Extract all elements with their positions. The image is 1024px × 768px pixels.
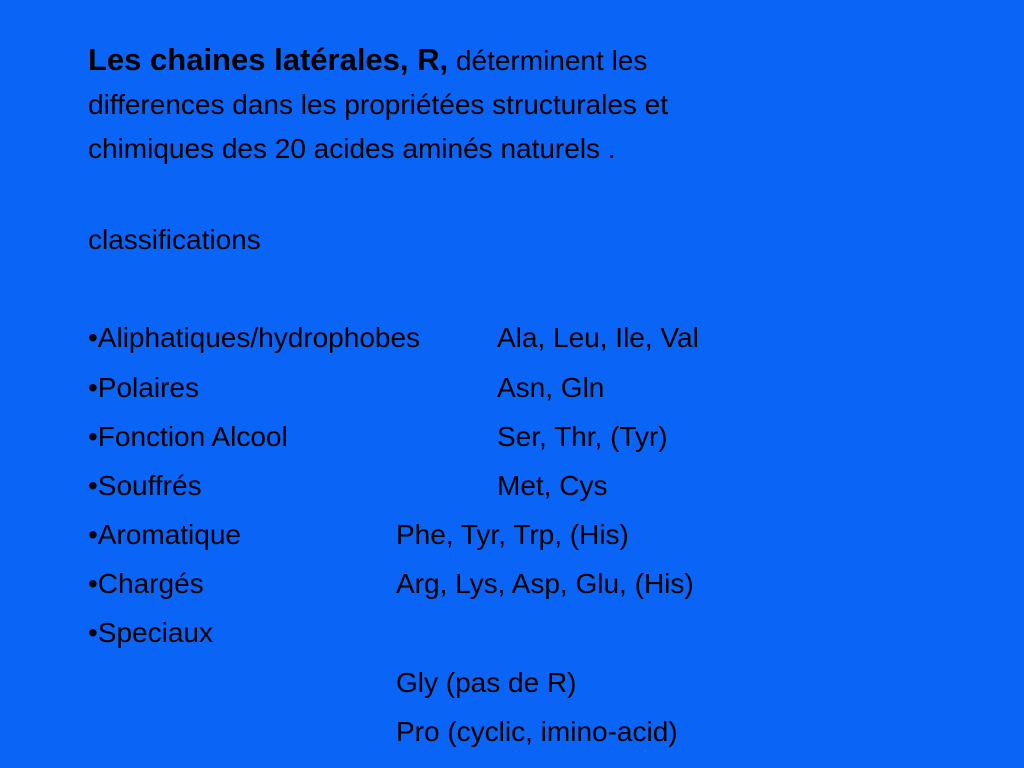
intro-line-1-rest: déterminent les	[455, 45, 648, 76]
class-members-sulfur: Met, Cys	[497, 470, 608, 501]
intro-bold-lead: Les chaines latérales, R,	[88, 42, 449, 77]
class-label-sulfur: •Souffrés	[88, 470, 202, 501]
intro-line-2: differences dans les propriétées structurales et	[88, 89, 669, 120]
class-members-aliphatic: Ala, Leu, Ile, Val	[497, 322, 699, 353]
class-label-polar: •Polaires	[88, 372, 199, 403]
class-label-special: •Speciaux	[88, 617, 213, 648]
class-label-aromatic: •Aromatique	[88, 519, 241, 550]
class-members-polar: Asn, Gln	[497, 372, 605, 403]
intro-line-3: chimiques des 20 acides aminés naturels .	[88, 133, 616, 164]
special-item-pro: Pro (cyclic, imino-acid)	[396, 716, 678, 747]
class-members-alcohol: Ser, Thr, (Tyr)	[497, 421, 668, 452]
class-members-aromatic: Phe, Tyr, Trp, (His)	[396, 519, 629, 550]
special-item-gly: Gly (pas de R)	[396, 667, 577, 698]
intro-paragraph	[88, 38, 948, 171]
class-members-charged: Arg, Lys, Asp, Glu, (His)	[396, 568, 694, 599]
class-label-alcohol: •Fonction Alcool	[88, 421, 288, 452]
class-label-aliphatic: •Aliphatiques/hydrophobes	[88, 322, 421, 353]
class-label-charged: •Chargés	[88, 568, 204, 599]
intro-line-1	[88, 38, 948, 83]
section-heading: classifications	[88, 224, 261, 255]
